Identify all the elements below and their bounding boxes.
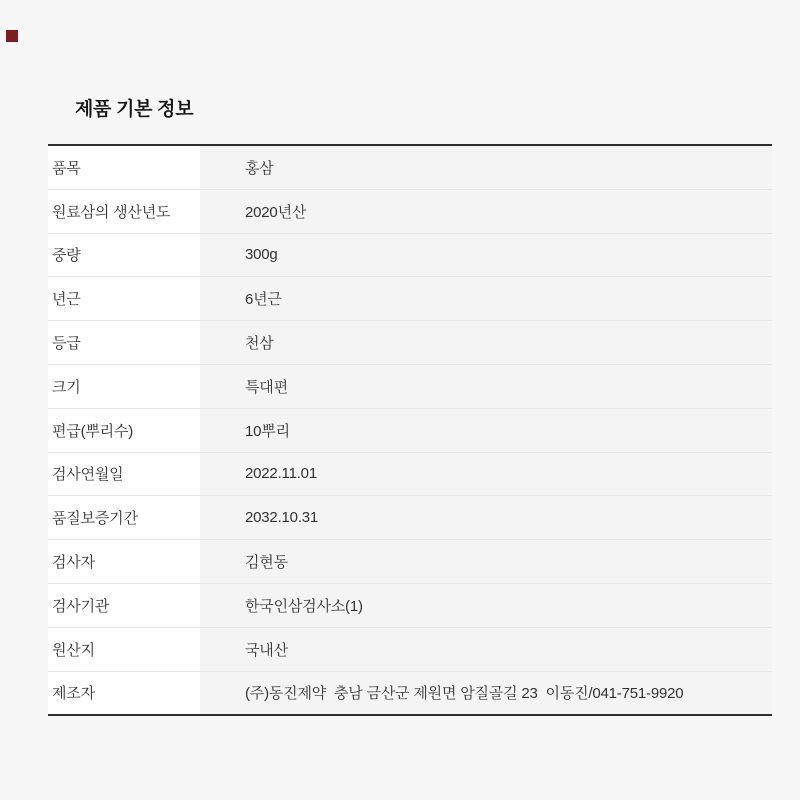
row-value: 김현동 [200, 540, 772, 583]
row-label: 원산지 [48, 628, 200, 671]
row-value: 6년근 [200, 277, 772, 320]
table-row [48, 496, 772, 540]
table-row [48, 365, 772, 409]
row-label: 검사자 [48, 540, 200, 583]
table-row [48, 277, 772, 321]
row-label: 중량 [48, 234, 200, 277]
row-label: 원료삼의 생산년도 [48, 190, 200, 233]
info-table-body [48, 146, 772, 714]
row-value: 300g [200, 234, 772, 277]
row-label: 크기 [48, 365, 200, 408]
row-value: 한국인삼검사소(1) [200, 584, 772, 627]
table-row [48, 146, 772, 190]
row-label: 제조자 [48, 672, 200, 715]
row-value: 2032.10.31 [200, 496, 772, 539]
table-row [48, 409, 772, 453]
row-label: 등급 [48, 321, 200, 364]
table-row [48, 672, 772, 715]
row-label: 검사연월일 [48, 453, 200, 496]
row-label: 품질보증기간 [48, 496, 200, 539]
table-row [48, 584, 772, 628]
table-row [48, 234, 772, 278]
table-row [48, 628, 772, 672]
row-value: 2022.11.01 [200, 453, 772, 496]
row-value: 10뿌리 [200, 409, 772, 452]
row-value: 국내산 [200, 628, 772, 671]
corner-mark [6, 30, 18, 42]
row-label: 년근 [48, 277, 200, 320]
row-value: 홍삼 [200, 146, 772, 189]
product-info-table [48, 144, 772, 716]
row-value: 천삼 [200, 321, 772, 364]
table-row [48, 321, 772, 365]
table-row [48, 540, 772, 584]
row-value: (주)동진제약 충남 금산군 제원면 암질골길 23 이동진/041-751-9920 [200, 672, 772, 715]
page-title: 제품 기본 정보 [75, 99, 194, 120]
row-value: 특대편 [200, 365, 772, 408]
table-row [48, 190, 772, 234]
table-row [48, 453, 772, 497]
row-label: 품목 [48, 146, 200, 189]
row-value: 2020년산 [200, 190, 772, 233]
row-label: 편급(뿌리수) [48, 409, 200, 452]
row-label: 검사기관 [48, 584, 200, 627]
